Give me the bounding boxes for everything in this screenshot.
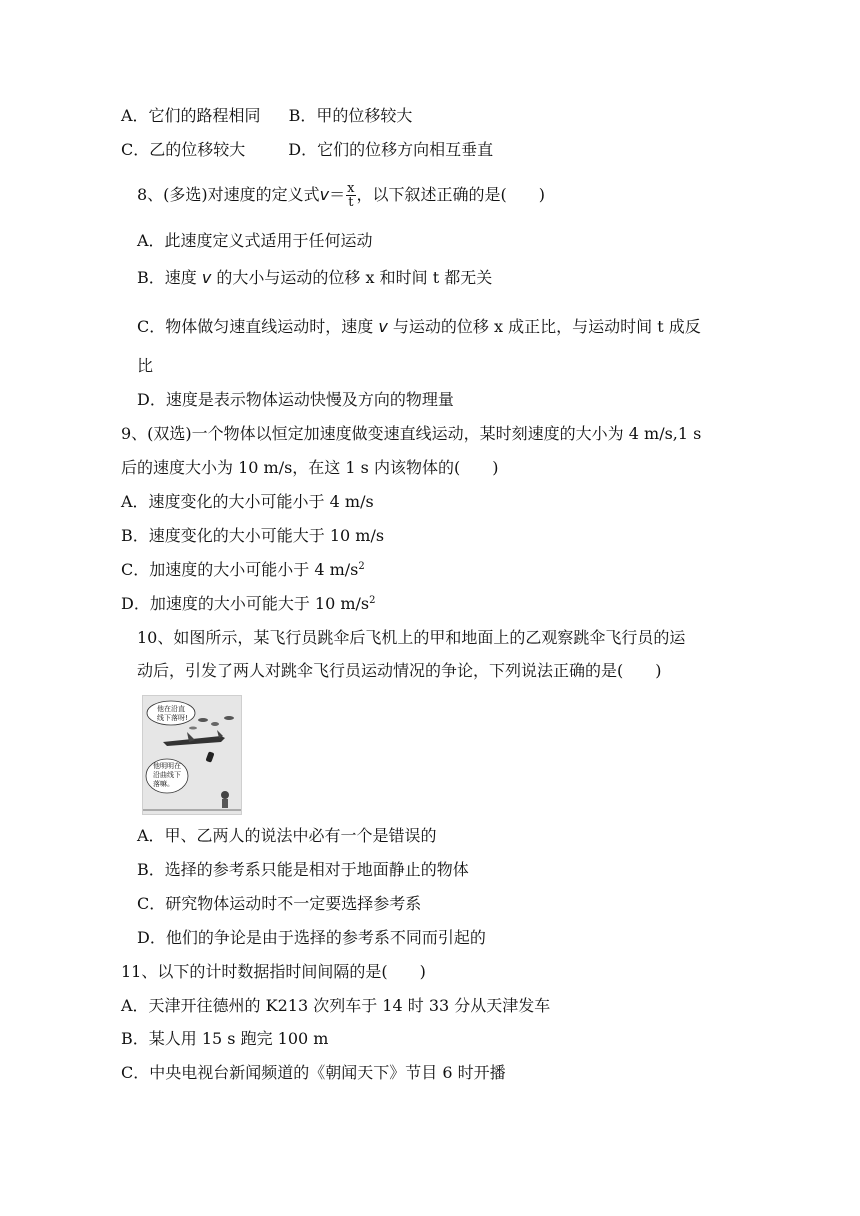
q8-velocity-symbol: v [319, 185, 330, 204]
bubble-top-line-2: 线下落呀! [157, 714, 188, 722]
q8-velocity-symbol: v [378, 317, 388, 336]
q9-option-b: B．速度变化的大小可能大于 10 m/s [121, 526, 385, 545]
q8-fraction-numerator: x [347, 181, 355, 196]
q8-stem-prefix: 8、(多选)对速度的定义式 [137, 185, 320, 204]
q9-stem-line-2: 后的速度大小为 10 m/s，在这 1 s 内该物体的( ) [121, 458, 499, 477]
q7-option-row-1 [121, 106, 412, 126]
q8-fraction [346, 182, 355, 209]
bubble-bottom-line-2: 沿曲线下 [153, 771, 181, 779]
parachute-illustration-drawing [143, 696, 241, 814]
squared-superscript: 2 [369, 595, 376, 606]
q9-option-a: A．速度变化的大小可能小于 4 m/s [121, 492, 374, 511]
q8-option-c-continued: 比 [137, 356, 154, 375]
q11-option-a: A．天津开往德州的 K213 次列车于 14 时 33 分从天津发车 [121, 996, 551, 1015]
q9-option-d: D．加速度的大小可能大于 10 $m/s^2$ [121, 594, 376, 613]
q7-option-a: A．它们的路程相同 [121, 106, 261, 125]
q9-option-c: C．加速度的大小可能小于 4 $m/s^2$ [121, 560, 365, 579]
q8-stem-suffix: ，以下叙述正确的是( ) [356, 185, 545, 204]
q10-stem-line-1: 10、如图所示，某飞行员跳伞后飞机上的甲和地面上的乙观察跳伞飞行员的运 [137, 628, 686, 647]
q8-option-a: A．此速度定义式适用于任何运动 [137, 231, 373, 250]
q8-option-c: C．物体做匀速直线运动时，速度 v 与运动的位移 x 成正比，与运动时间 t 成反 [137, 317, 701, 336]
q11-option-b: B．某人用 15 s 跑完 100 m [121, 1029, 329, 1048]
squared-superscript: 2 [358, 561, 365, 572]
q8-equals: ＝ [329, 185, 346, 204]
q7-option-row-2 [121, 140, 493, 160]
q8-option-b: B．速度 v 的大小与运动的位移 x 和时间 t 都无关 [137, 268, 493, 287]
q10-option-c: C．研究物体运动时不一定要选择参考系 [137, 894, 422, 913]
bubble-bottom-line-1: 他明明在 [153, 762, 181, 770]
q10-option-b: B．选择的参考系只能是相对于地面静止的物体 [137, 860, 469, 879]
q8-fraction-denominator: t [348, 195, 354, 210]
bubble-top-line-1: 他在沿直 [157, 705, 185, 713]
q8-option-d: D．速度是表示物体运动快慢及方向的物理量 [137, 390, 454, 409]
q7-option-d: D．它们的位移方向相互垂直 [288, 140, 494, 159]
q10-option-a: A．甲、乙两人的说法中必有一个是错误的 [137, 826, 437, 845]
q7-option-b: B．甲的位移较大 [288, 106, 413, 125]
q7-option-c: C．乙的位移较大 [121, 140, 246, 159]
q11-stem: 11、以下的计时数据指时间间隔的是( ) [121, 962, 426, 981]
q11-option-c: C．中央电视台新闻频道的《朝闻天下》节目 6 时开播 [121, 1063, 506, 1082]
q8-velocity-symbol: v [201, 268, 212, 287]
q9-stem-line-1: 9、(双选)一个物体以恒定加速度做变速直线运动，某时刻速度的大小为 4 m/s,1 s [121, 424, 702, 443]
q10-option-d: D．他们的争论是由于选择的参考系不同而引起的 [137, 928, 486, 947]
q8-stem [137, 182, 545, 209]
q10-stem-line-2: 动后，引发了两人对跳伞飞行员运动情况的争论，下列说法正确的是( ) [137, 661, 662, 680]
bubble-bottom-line-3: 落嘛。 [153, 780, 174, 788]
parachute-illustration [142, 695, 242, 815]
